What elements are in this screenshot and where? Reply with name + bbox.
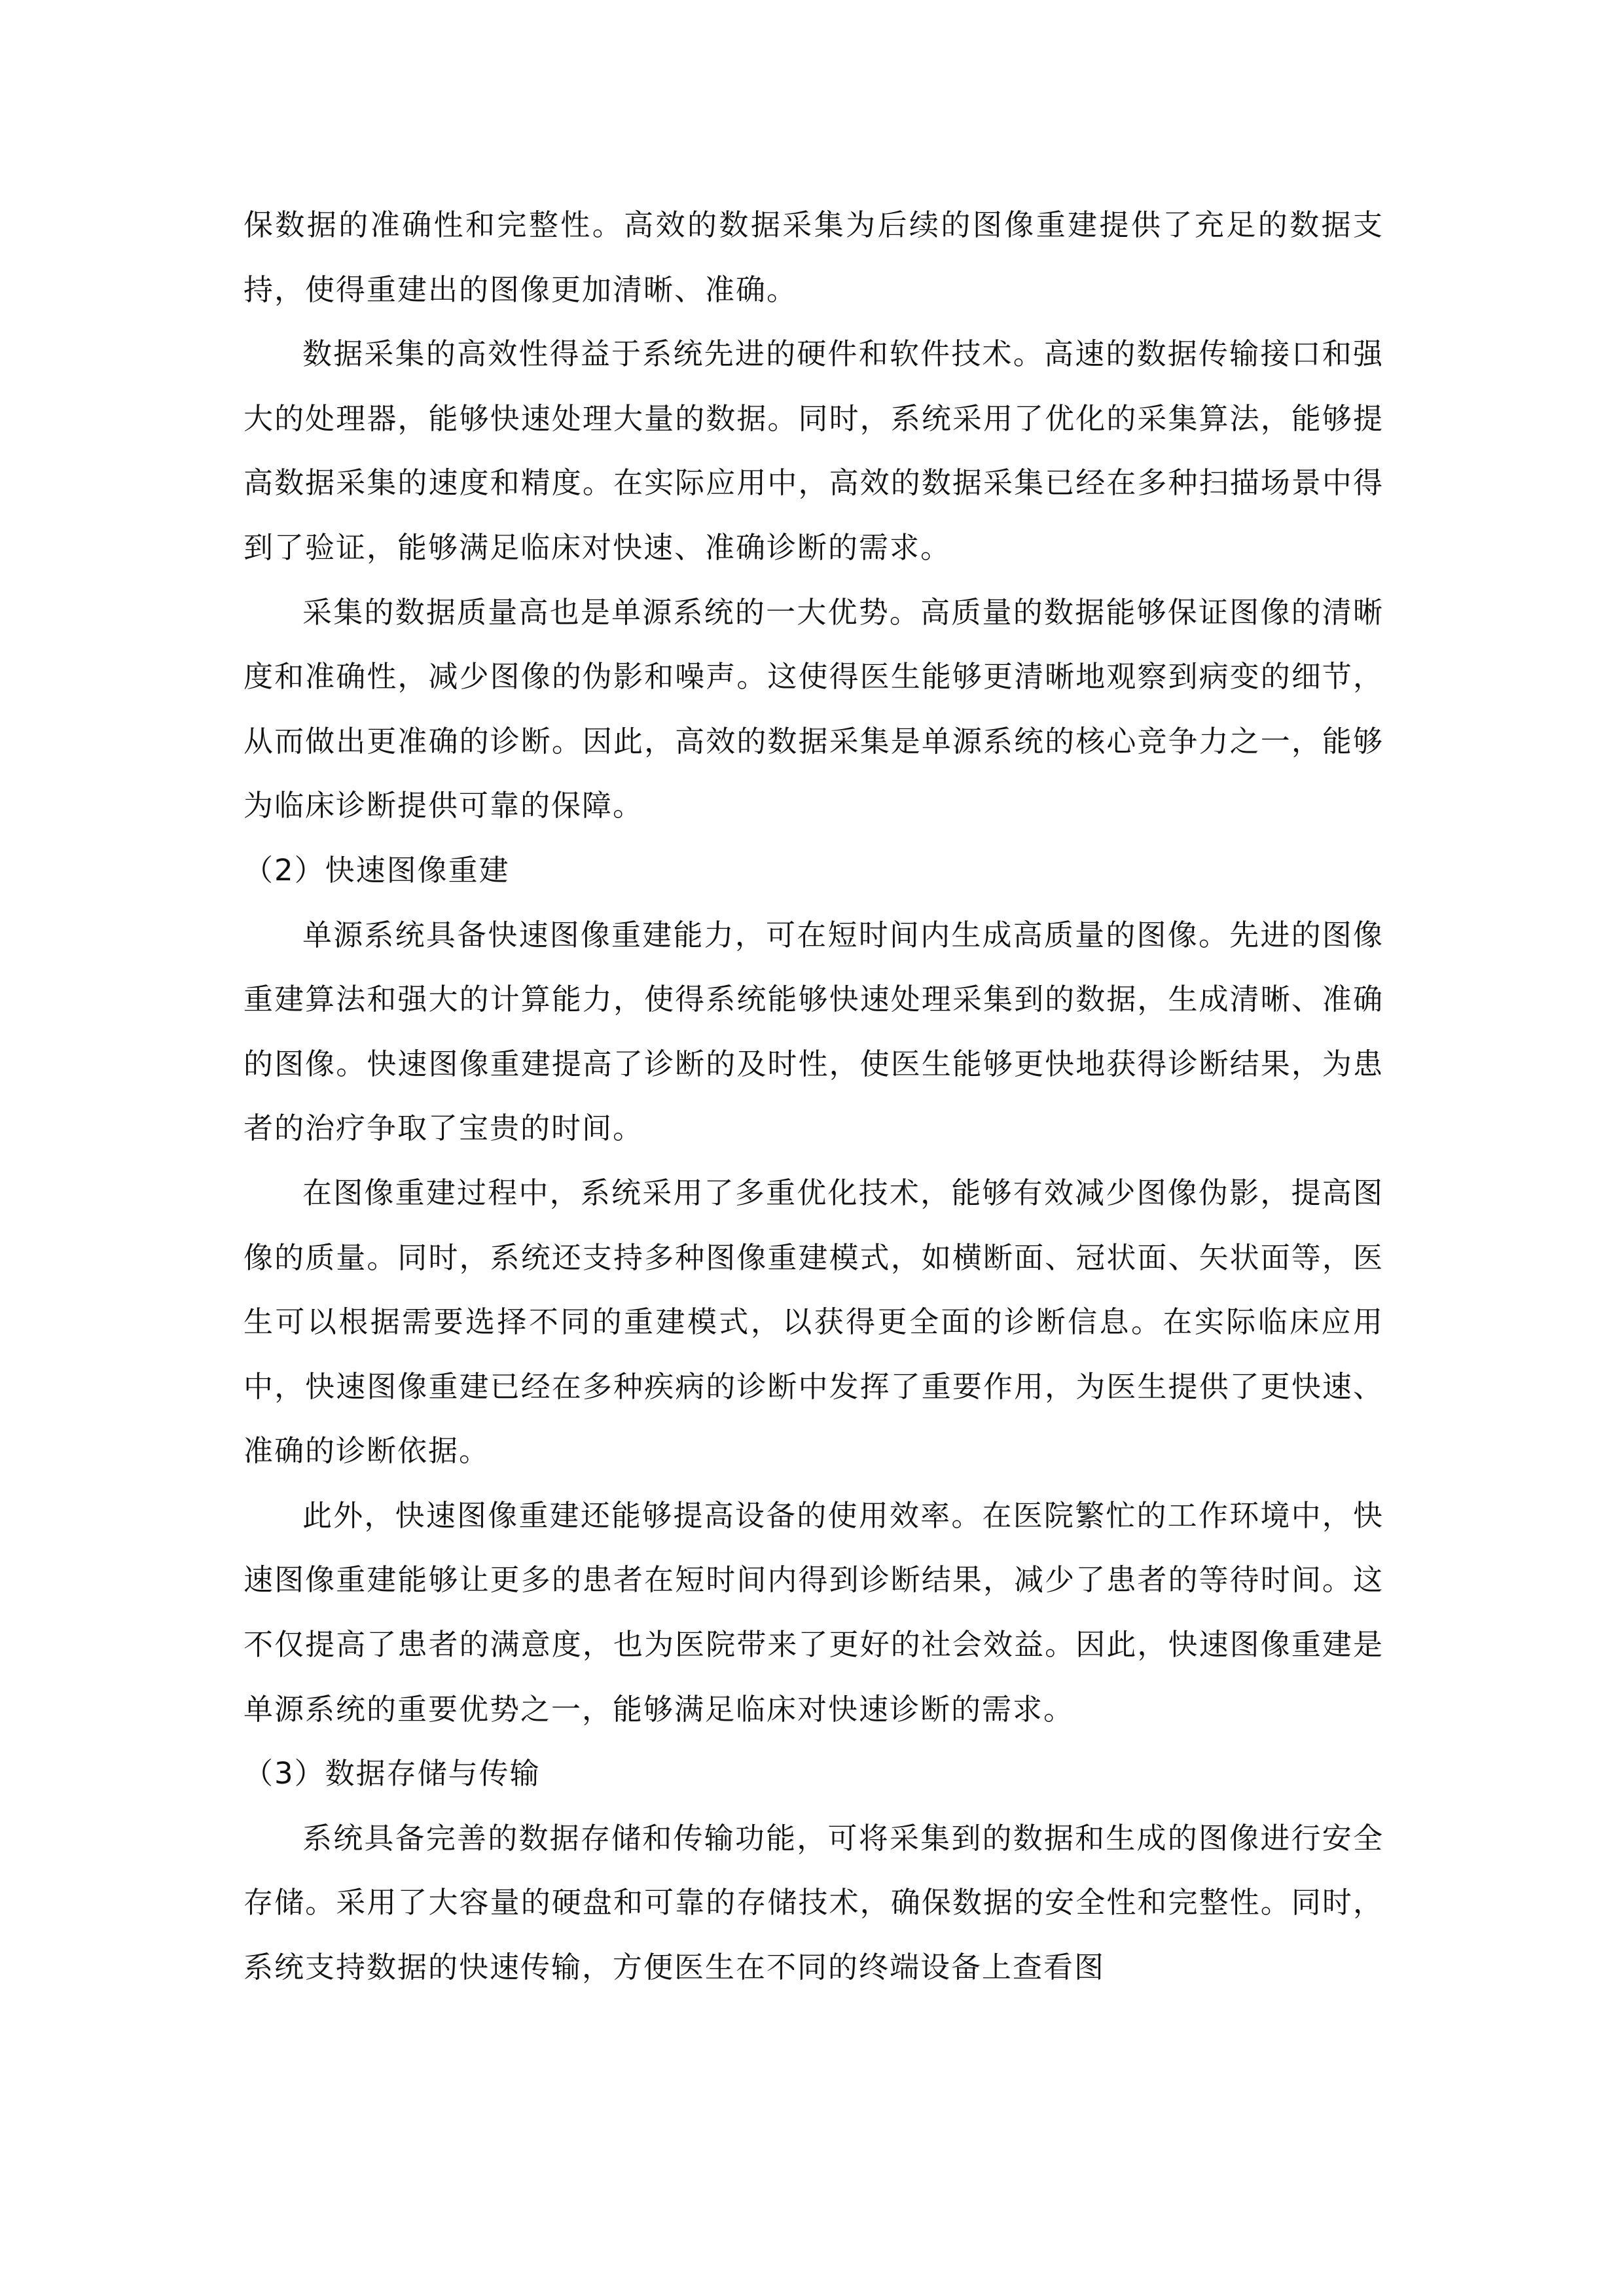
paragraph-continuation: 保数据的准确性和完整性。高效的数据采集为后续的图像重建提供了充足的数据支持，使得重建出的图像更加清晰、准确。 [244, 207, 1384, 307]
paragraph-fast-reconstruction-intro: 单源系统具备快速图像重建能力，可在短时间内生成高质量的图像。先进的图像重建算法和强大的计算能力，使得系统能够快速处理采集到的数据，生成清晰、准确的图像。快速图像重建提高了诊断的及时性，使医生能够更快地获得诊断结果，为患者的治疗争取了宝贵的时间。 [244, 917, 1384, 1146]
section-heading-storage-transfer: （3）数据存储与传输 [244, 1756, 541, 1791]
paragraph-storage-transfer: 系统具备完善的数据存储和传输功能，可将采集到的数据和生成的图像进行安全存储。采用了大容量的硬盘和可靠的存储技术，确保数据的安全性和完整性。同时，系统支持数据的快速传输，方便医生在不同的终端设备上查看图 [244, 1820, 1384, 1985]
section-heading-fast-reconstruction: （2）快速图像重建 [244, 852, 510, 888]
document-body [244, 193, 1384, 2000]
paragraph-reconstruction-optimization: 在图像重建过程中，系统采用了多重优化技术，能够有效减少图像伪影，提高图像的质量。同时，系统还支持多种图像重建模式，如横断面、冠状面、矢状面等，医生可以根据需要选择不同的重建模式，以获得更全面的诊断信息。在实际临床应用中，快速图像重建已经在多种疾病的诊断中发挥了重要作用，为医生提供了更快速、准确的诊断依据。 [244, 1175, 1384, 1469]
paragraph-data-acquisition-efficiency: 数据采集的高效性得益于系统先进的硬件和软件技术。高速的数据传输接口和强大的处理器，能够快速处理大量的数据。同时，系统采用了优化的采集算法，能够提高数据采集的速度和精度。在实际应用中，高效的数据采集已经在多种扫描场景中得到了验证，能够满足临床对快速、准确诊断的需求。 [244, 336, 1384, 565]
paragraph-reconstruction-efficiency: 此外，快速图像重建还能够提高设备的使用效率。在医院繁忙的工作环境中，快速图像重建能够让更多的患者在短时间内得到诊断结果，减少了患者的等待时间。这不仅提高了患者的满意度，也为医院带来了更好的社会效益。因此，快速图像重建是单源系统的重要优势之一，能够满足临床对快速诊断的需求。 [244, 1498, 1384, 1727]
paragraph-data-quality: 采集的数据质量高也是单源系统的一大优势。高质量的数据能够保证图像的清晰度和准确性，减少图像的伪影和噪声。这使得医生能够更清晰地观察到病变的细节，从而做出更准确的诊断。因此，高效的数据采集是单源系统的核心竞争力之一，能够为临床诊断提供可靠的保障。 [244, 594, 1384, 823]
